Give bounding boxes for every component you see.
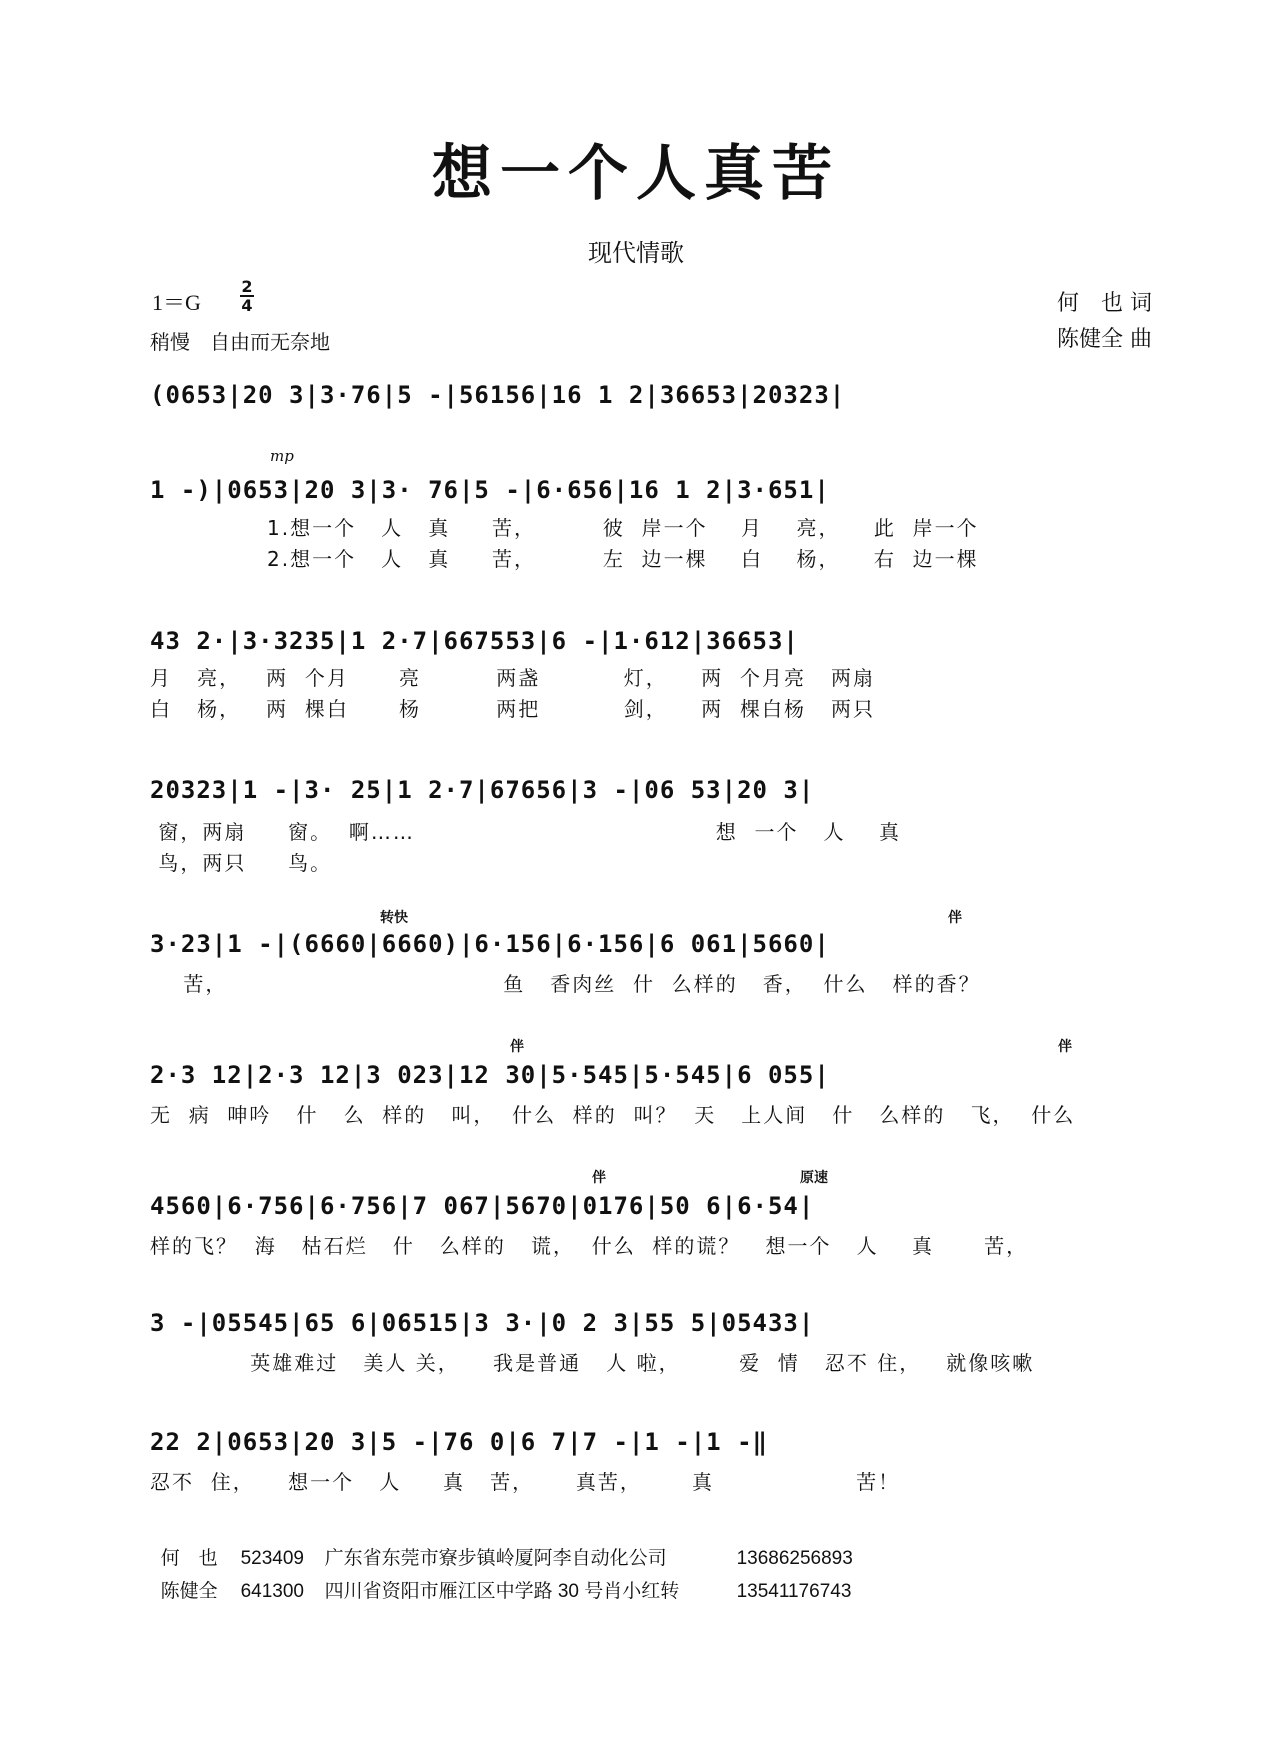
contact-zip: 641300 — [240, 1581, 304, 1602]
dynamic-marking: mp — [270, 447, 294, 465]
song-title: 想一个人真苦 — [432, 139, 840, 209]
lyric-line-3-verse-2: 白 杨， 两 棵白 杨 两把 剑， 两 棵白杨 两只 — [150, 697, 876, 721]
lyric-line-9: 忍不 住， 想一个 人 真 苦， 真苦， 真 苦！ — [150, 1470, 901, 1494]
staff-line-4: 20323|1 -|3· 25|1 2·7|67656|3 -|06 53|20 3| — [150, 776, 815, 804]
lyric-line-7: 样的飞？ 海 枯石烂 什 么样的 谎， 什么 样的谎？ 想一个 人 真 苦， — [150, 1234, 1029, 1258]
key-signature: 1＝G — [152, 290, 201, 315]
tempo-change-faster: 转快 — [380, 910, 408, 926]
contact-zip: 523409 — [240, 1548, 304, 1569]
staff-line-1: (0653|20 3|3·76|5 -|56156|16 1 2|36653|20323| — [150, 381, 846, 409]
lyric-line-2-verse-1: 1.想一个 人 真 苦， 彼 岸一个 月 亮， 此 岸一个 — [150, 516, 979, 540]
staff-line-8: 3 -|05545|65 6|06515|3 3·|0 2 3|55 5|05433| — [150, 1309, 815, 1337]
accomp-marking: 伴 — [510, 1039, 524, 1055]
lyric-line-6: 无 病 呻吟 什 么 样的 叫， 什么 样的 叫？ 天 上人间 什 么样的 飞， 什么 — [150, 1103, 1076, 1127]
contact-composer — [150, 1563, 851, 1601]
contact-name: 陈健全 — [160, 1581, 218, 1602]
contact-address: 四川省资阳市雁江区中学路 30 号肖小红转 — [324, 1581, 680, 1602]
staff-line-5: 3·23|1 -|(6660|6660)|6·156|6·156|6 061|5660| — [150, 930, 830, 958]
composer-credit: 陈健全 曲 — [1057, 327, 1152, 352]
lyric-line-4-verse-1: 窗，两扇 窗。 啊…… 想 一个 人 真 — [150, 820, 901, 844]
meter-bottom: 4 — [241, 296, 253, 315]
tempo-marking: 稍慢 自由而无奈地 — [150, 330, 330, 354]
contact-phone: 13541176743 — [736, 1581, 852, 1602]
staff-line-9: 22 2|0653|20 3|5 -|76 0|6 7|7 -|1 -|1 -‖ — [150, 1428, 768, 1456]
staff-line-2: 1 -)|0653|20 3|3· 76|5 -|6·656|16 1 2|3·651| — [150, 476, 830, 504]
staff-line-6: 2·3 12|2·3 12|3 023|12 30|5·545|5·545|6 055| — [150, 1061, 830, 1089]
song-subtitle: 现代情歌 — [588, 239, 684, 267]
accomp-marking: 伴 — [1058, 1039, 1072, 1055]
tempo-change-original: 原速 — [800, 1170, 828, 1186]
lyricist-credit: 何 也 词 — [1057, 291, 1152, 316]
time-signature — [240, 278, 254, 314]
staff-line-7: 4560|6·756|6·756|7 067|5670|0176|50 6|6·54| — [150, 1192, 815, 1220]
meter-top: 2 — [241, 277, 253, 296]
lyric-line-5: 苦， 鱼 香肉丝 什 么样的 香， 什么 样的香？ — [150, 972, 981, 996]
contact-name: 何 也 — [160, 1548, 218, 1569]
contact-address: 广东省东莞市寮步镇岭厦阿李自动化公司 — [324, 1548, 667, 1569]
lyric-line-4-verse-2: 鸟，两只 鸟。 — [150, 851, 333, 875]
lyric-line-3-verse-1: 月 亮， 两 个月 亮 两盏 灯， 两 个月亮 两扇 — [150, 666, 876, 690]
accomp-marking: 伴 — [592, 1170, 606, 1186]
staff-line-3: 43 2·|3·3235|1 2·7|667553|6 -|1·612|36653| — [150, 627, 799, 655]
lyric-line-8: 英雄难过 美人 关， 我是普通 人 啦， 爱 情 忍不 住， 就像咳嗽 — [150, 1351, 1035, 1375]
lyric-line-2-verse-2: 2.想一个 人 真 苦， 左 边一棵 白 杨， 右 边一棵 — [150, 547, 979, 571]
contact-phone: 13686256893 — [736, 1548, 853, 1569]
accomp-marking: 伴 — [948, 910, 962, 926]
